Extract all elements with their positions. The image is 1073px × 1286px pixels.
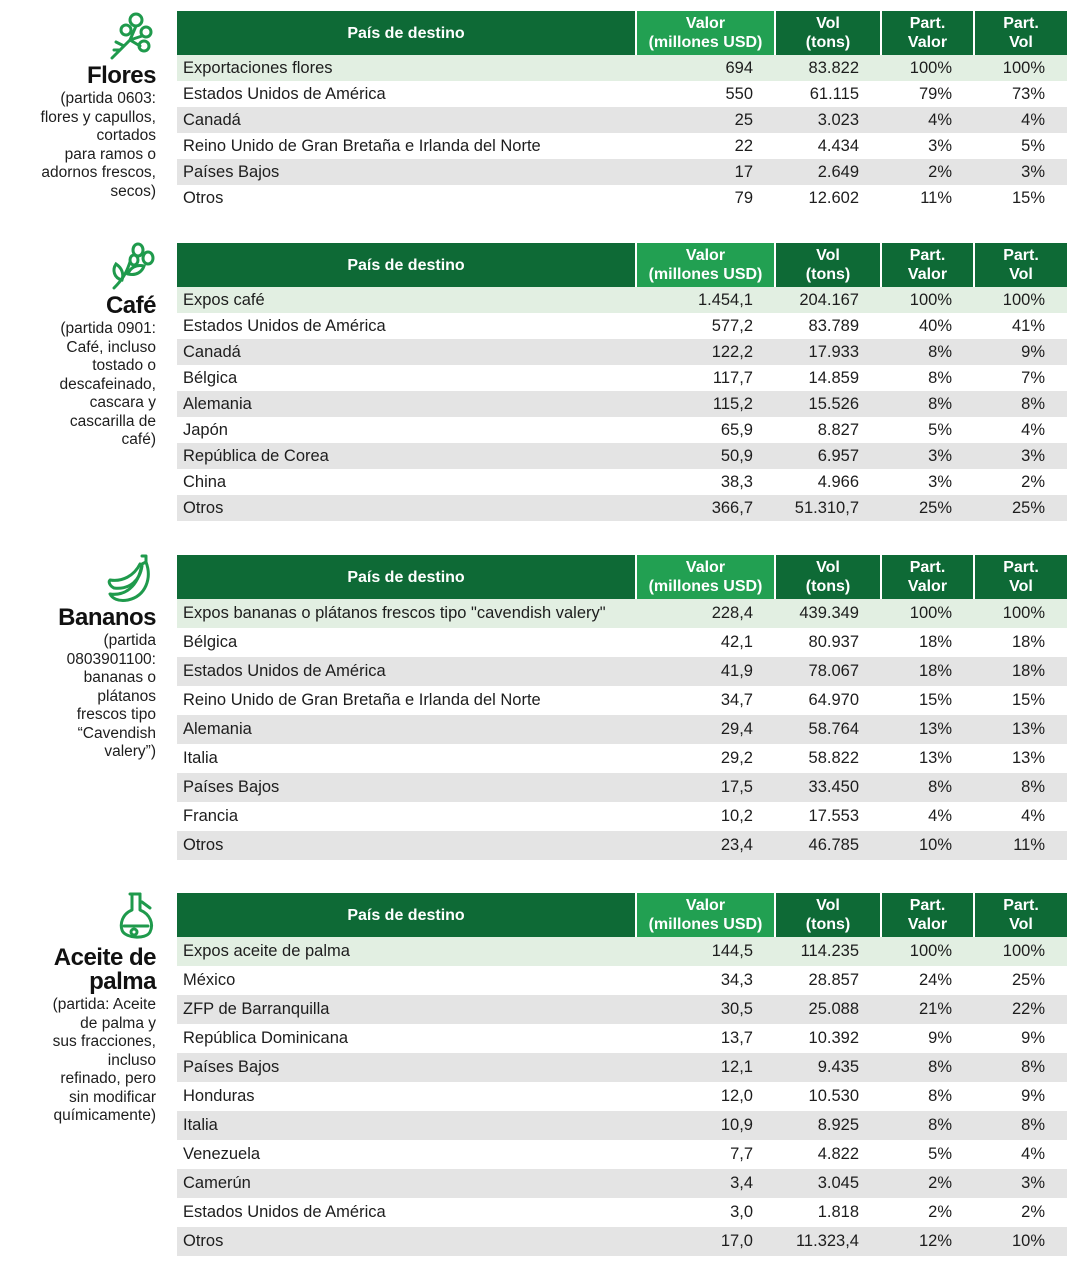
cell-part-valor: 13% bbox=[881, 715, 974, 744]
table-row bbox=[177, 313, 1067, 339]
cell-valor: 122,2 bbox=[636, 339, 775, 365]
cell-part-valor: 3% bbox=[881, 133, 974, 159]
cell-part-valor: 8% bbox=[881, 1082, 974, 1111]
cell-part-valor: 25% bbox=[881, 495, 974, 521]
header-part-valor: Part. Valor bbox=[881, 893, 974, 937]
cell-pais: Estados Unidos de América bbox=[177, 81, 636, 107]
cell-part-valor: 8% bbox=[881, 1111, 974, 1140]
flowers-icon bbox=[106, 8, 156, 62]
cell-pais: Expos café bbox=[177, 287, 636, 313]
cell-part-vol: 13% bbox=[974, 715, 1067, 744]
cell-valor: 228,4 bbox=[636, 599, 775, 628]
cell-pais: Alemania bbox=[177, 391, 636, 417]
cell-vol: 17.553 bbox=[775, 802, 881, 831]
cell-vol: 80.937 bbox=[775, 628, 881, 657]
table-row bbox=[177, 966, 1067, 995]
cell-pais: Estados Unidos de América bbox=[177, 657, 636, 686]
cell-vol: 33.450 bbox=[775, 773, 881, 802]
table-total-row bbox=[177, 287, 1067, 313]
table-row bbox=[177, 1169, 1067, 1198]
cell-part-valor: 3% bbox=[881, 469, 974, 495]
cell-vol: 78.067 bbox=[775, 657, 881, 686]
cell-pais: República Dominicana bbox=[177, 1024, 636, 1053]
table-total-row bbox=[177, 599, 1067, 628]
table-row bbox=[177, 657, 1067, 686]
cell-vol: 58.822 bbox=[775, 744, 881, 773]
section-description: (partida 0803901100: bananas o plátanos frescos tipo “Cavendish valery”) bbox=[66, 632, 156, 760]
header-valor: Valor (millones USD) bbox=[636, 11, 775, 55]
header-pais: País de destino bbox=[177, 243, 636, 287]
cell-part-valor: 4% bbox=[881, 802, 974, 831]
table-row bbox=[177, 715, 1067, 744]
coffee-branch-icon bbox=[108, 240, 156, 292]
header-pais: País de destino bbox=[177, 555, 636, 599]
cell-valor: 366,7 bbox=[636, 495, 775, 521]
cell-vol: 51.310,7 bbox=[775, 495, 881, 521]
cell-part-valor: 13% bbox=[881, 744, 974, 773]
table-row bbox=[177, 744, 1067, 773]
cell-vol: 3.045 bbox=[775, 1169, 881, 1198]
cell-valor: 694 bbox=[636, 55, 775, 81]
cell-pais: Bélgica bbox=[177, 365, 636, 391]
header-vol: Vol (tons) bbox=[775, 893, 881, 937]
cell-pais: China bbox=[177, 469, 636, 495]
cell-part-vol: 25% bbox=[974, 966, 1067, 995]
cell-valor: 42,1 bbox=[636, 628, 775, 657]
cell-part-valor: 18% bbox=[881, 628, 974, 657]
cell-valor: 65,9 bbox=[636, 417, 775, 443]
table-row bbox=[177, 1053, 1067, 1082]
cell-part-valor: 11% bbox=[881, 185, 974, 211]
header-valor: Valor (millones USD) bbox=[636, 555, 775, 599]
table-row bbox=[177, 686, 1067, 715]
cell-vol: 46.785 bbox=[775, 831, 881, 860]
header-pais: País de destino bbox=[177, 893, 636, 937]
cell-pais: México bbox=[177, 966, 636, 995]
cell-part-vol: 8% bbox=[974, 1053, 1067, 1082]
cell-vol: 83.822 bbox=[775, 55, 881, 81]
cell-valor: 577,2 bbox=[636, 313, 775, 339]
table-row bbox=[177, 417, 1067, 443]
cell-part-vol: 2% bbox=[974, 1198, 1067, 1227]
cell-pais: Camerún bbox=[177, 1169, 636, 1198]
header-part-vol: Part. Vol bbox=[974, 555, 1067, 599]
cell-vol: 83.789 bbox=[775, 313, 881, 339]
cell-part-vol: 7% bbox=[974, 365, 1067, 391]
cell-pais: Otros bbox=[177, 185, 636, 211]
cell-vol: 28.857 bbox=[775, 966, 881, 995]
cell-part-vol: 8% bbox=[974, 773, 1067, 802]
table-row bbox=[177, 773, 1067, 802]
cell-part-vol: 18% bbox=[974, 628, 1067, 657]
cell-part-valor: 15% bbox=[881, 686, 974, 715]
cell-part-vol: 22% bbox=[974, 995, 1067, 1024]
cell-vol: 25.088 bbox=[775, 995, 881, 1024]
table-row bbox=[177, 495, 1067, 521]
cell-part-valor: 8% bbox=[881, 773, 974, 802]
table-header-row bbox=[177, 893, 1067, 937]
cell-pais: Honduras bbox=[177, 1082, 636, 1111]
cell-part-vol: 100% bbox=[974, 937, 1067, 966]
header-valor: Valor (millones USD) bbox=[636, 893, 775, 937]
cell-valor: 1.454,1 bbox=[636, 287, 775, 313]
cell-part-vol: 11% bbox=[974, 831, 1067, 860]
aceite-sidebar bbox=[0, 890, 156, 1126]
cell-vol: 439.349 bbox=[775, 599, 881, 628]
cell-valor: 17 bbox=[636, 159, 775, 185]
cell-part-valor: 40% bbox=[881, 313, 974, 339]
cafe-sidebar bbox=[0, 240, 156, 450]
cell-pais: Italia bbox=[177, 1111, 636, 1140]
cell-vol: 4.434 bbox=[775, 133, 881, 159]
header-part-valor: Part. Valor bbox=[881, 11, 974, 55]
flores-table bbox=[177, 11, 1067, 211]
cell-vol: 61.115 bbox=[775, 81, 881, 107]
cell-valor: 3,4 bbox=[636, 1169, 775, 1198]
cell-pais: Otros bbox=[177, 495, 636, 521]
table-total-row bbox=[177, 937, 1067, 966]
oil-flask-icon bbox=[116, 890, 156, 944]
cell-part-vol: 9% bbox=[974, 1082, 1067, 1111]
header-pais: País de destino bbox=[177, 11, 636, 55]
cell-pais: Expos bananas o plátanos frescos tipo "cavendish valery" bbox=[177, 599, 636, 628]
cell-pais: Venezuela bbox=[177, 1140, 636, 1169]
cell-part-vol: 3% bbox=[974, 443, 1067, 469]
cell-part-vol: 100% bbox=[974, 287, 1067, 313]
cell-pais: Expos aceite de palma bbox=[177, 937, 636, 966]
cell-part-vol: 10% bbox=[974, 1227, 1067, 1256]
cell-part-valor: 8% bbox=[881, 339, 974, 365]
table-row bbox=[177, 628, 1067, 657]
cell-pais: Bélgica bbox=[177, 628, 636, 657]
cell-vol: 8.925 bbox=[775, 1111, 881, 1140]
cell-valor: 10,9 bbox=[636, 1111, 775, 1140]
cell-part-valor: 8% bbox=[881, 365, 974, 391]
cell-part-valor: 8% bbox=[881, 1053, 974, 1082]
cell-pais: Canadá bbox=[177, 339, 636, 365]
table-row bbox=[177, 159, 1067, 185]
table-row bbox=[177, 339, 1067, 365]
cell-pais: Italia bbox=[177, 744, 636, 773]
cell-valor: 25 bbox=[636, 107, 775, 133]
cell-part-valor: 2% bbox=[881, 159, 974, 185]
cell-vol: 4.966 bbox=[775, 469, 881, 495]
cell-valor: 17,0 bbox=[636, 1227, 775, 1256]
cell-part-vol: 4% bbox=[974, 1140, 1067, 1169]
bananos-sidebar bbox=[0, 552, 156, 762]
cell-part-valor: 12% bbox=[881, 1227, 974, 1256]
cell-part-vol: 25% bbox=[974, 495, 1067, 521]
cell-part-vol: 9% bbox=[974, 339, 1067, 365]
table-row bbox=[177, 469, 1067, 495]
table-header-row bbox=[177, 243, 1067, 287]
aceite-table bbox=[177, 893, 1067, 1256]
header-vol: Vol (tons) bbox=[775, 11, 881, 55]
cell-vol: 6.957 bbox=[775, 443, 881, 469]
cell-part-vol: 8% bbox=[974, 391, 1067, 417]
cell-vol: 14.859 bbox=[775, 365, 881, 391]
cell-valor: 79 bbox=[636, 185, 775, 211]
cell-part-vol: 5% bbox=[974, 133, 1067, 159]
cell-part-vol: 15% bbox=[974, 686, 1067, 715]
cell-part-valor: 100% bbox=[881, 287, 974, 313]
cell-pais: Alemania bbox=[177, 715, 636, 744]
cell-valor: 7,7 bbox=[636, 1140, 775, 1169]
cell-part-vol: 4% bbox=[974, 802, 1067, 831]
cell-part-valor: 18% bbox=[881, 657, 974, 686]
section-title: Aceite de palma bbox=[53, 944, 156, 995]
table-row bbox=[177, 802, 1067, 831]
section-title: Café bbox=[105, 292, 156, 319]
cell-pais: Reino Unido de Gran Bretaña e Irlanda del Norte bbox=[177, 133, 636, 159]
cell-pais: Estados Unidos de América bbox=[177, 1198, 636, 1227]
cell-valor: 50,9 bbox=[636, 443, 775, 469]
cell-part-vol: 18% bbox=[974, 657, 1067, 686]
table-row bbox=[177, 1227, 1067, 1256]
header-part-valor: Part. Valor bbox=[881, 555, 974, 599]
header-part-vol: Part. Vol bbox=[974, 893, 1067, 937]
cell-part-valor: 10% bbox=[881, 831, 974, 860]
cell-pais: Países Bajos bbox=[177, 159, 636, 185]
cell-part-vol: 73% bbox=[974, 81, 1067, 107]
section-description: (partida: Aceite de palma y sus fracciones, incluso refinado, pero sin modificar químicamente) bbox=[52, 996, 156, 1124]
cell-vol: 12.602 bbox=[775, 185, 881, 211]
cell-vol: 4.822 bbox=[775, 1140, 881, 1169]
section-description: (partida 0901: Café, incluso tostado o descafeinado, cascara y cascarilla de café) bbox=[59, 320, 156, 448]
cell-part-valor: 100% bbox=[881, 599, 974, 628]
cell-part-vol: 41% bbox=[974, 313, 1067, 339]
cell-pais: Reino Unido de Gran Bretaña e Irlanda del Norte bbox=[177, 686, 636, 715]
cell-valor: 34,3 bbox=[636, 966, 775, 995]
cell-part-valor: 24% bbox=[881, 966, 974, 995]
table-header-row bbox=[177, 555, 1067, 599]
table-row bbox=[177, 1140, 1067, 1169]
cell-part-valor: 100% bbox=[881, 55, 974, 81]
header-part-vol: Part. Vol bbox=[974, 11, 1067, 55]
section-title: Bananos bbox=[58, 604, 156, 631]
cell-valor: 117,7 bbox=[636, 365, 775, 391]
cell-part-valor: 2% bbox=[881, 1169, 974, 1198]
table-row bbox=[177, 1082, 1067, 1111]
cell-part-valor: 3% bbox=[881, 443, 974, 469]
cell-part-vol: 15% bbox=[974, 185, 1067, 211]
table-row bbox=[177, 133, 1067, 159]
cell-part-valor: 100% bbox=[881, 937, 974, 966]
table-row bbox=[177, 107, 1067, 133]
cell-part-vol: 4% bbox=[974, 417, 1067, 443]
cell-vol: 114.235 bbox=[775, 937, 881, 966]
table-row bbox=[177, 185, 1067, 211]
header-part-valor: Part. Valor bbox=[881, 243, 974, 287]
table-row bbox=[177, 365, 1067, 391]
cell-vol: 8.827 bbox=[775, 417, 881, 443]
cell-part-valor: 5% bbox=[881, 1140, 974, 1169]
cell-part-vol: 3% bbox=[974, 1169, 1067, 1198]
header-vol: Vol (tons) bbox=[775, 243, 881, 287]
cell-vol: 9.435 bbox=[775, 1053, 881, 1082]
cell-valor: 17,5 bbox=[636, 773, 775, 802]
cell-valor: 41,9 bbox=[636, 657, 775, 686]
cell-pais: Otros bbox=[177, 1227, 636, 1256]
cell-valor: 12,0 bbox=[636, 1082, 775, 1111]
cell-valor: 34,7 bbox=[636, 686, 775, 715]
header-valor: Valor (millones USD) bbox=[636, 243, 775, 287]
table-row bbox=[177, 443, 1067, 469]
cell-pais: Canadá bbox=[177, 107, 636, 133]
cell-part-valor: 2% bbox=[881, 1198, 974, 1227]
cell-vol: 1.818 bbox=[775, 1198, 881, 1227]
cell-pais: República de Corea bbox=[177, 443, 636, 469]
cell-pais: Países Bajos bbox=[177, 773, 636, 802]
cell-part-valor: 9% bbox=[881, 1024, 974, 1053]
cell-pais: Estados Unidos de América bbox=[177, 313, 636, 339]
cell-valor: 144,5 bbox=[636, 937, 775, 966]
cell-pais: Exportaciones flores bbox=[177, 55, 636, 81]
table-row bbox=[177, 1198, 1067, 1227]
section-title: Flores bbox=[86, 62, 156, 89]
cell-pais: ZFP de Barranquilla bbox=[177, 995, 636, 1024]
table-row bbox=[177, 831, 1067, 860]
cell-vol: 2.649 bbox=[775, 159, 881, 185]
cell-pais: Japón bbox=[177, 417, 636, 443]
cell-valor: 30,5 bbox=[636, 995, 775, 1024]
cell-valor: 550 bbox=[636, 81, 775, 107]
cell-part-vol: 4% bbox=[974, 107, 1067, 133]
table-row bbox=[177, 81, 1067, 107]
table-header-row bbox=[177, 11, 1067, 55]
cell-valor: 13,7 bbox=[636, 1024, 775, 1053]
cell-part-valor: 21% bbox=[881, 995, 974, 1024]
cell-part-vol: 100% bbox=[974, 55, 1067, 81]
cell-vol: 11.323,4 bbox=[775, 1227, 881, 1256]
cell-part-vol: 100% bbox=[974, 599, 1067, 628]
cell-part-valor: 5% bbox=[881, 417, 974, 443]
cell-part-vol: 13% bbox=[974, 744, 1067, 773]
cell-vol: 10.392 bbox=[775, 1024, 881, 1053]
cell-part-vol: 2% bbox=[974, 469, 1067, 495]
cell-valor: 12,1 bbox=[636, 1053, 775, 1082]
cell-part-valor: 79% bbox=[881, 81, 974, 107]
cell-valor: 29,4 bbox=[636, 715, 775, 744]
table-row bbox=[177, 1024, 1067, 1053]
cell-vol: 204.167 bbox=[775, 287, 881, 313]
cell-part-valor: 4% bbox=[881, 107, 974, 133]
cell-vol: 58.764 bbox=[775, 715, 881, 744]
cell-valor: 115,2 bbox=[636, 391, 775, 417]
flores-sidebar bbox=[0, 8, 156, 201]
header-vol: Vol (tons) bbox=[775, 555, 881, 599]
cafe-table bbox=[177, 243, 1067, 521]
cell-valor: 10,2 bbox=[636, 802, 775, 831]
cell-vol: 15.526 bbox=[775, 391, 881, 417]
cell-part-vol: 8% bbox=[974, 1111, 1067, 1140]
cell-valor: 23,4 bbox=[636, 831, 775, 860]
cell-valor: 29,2 bbox=[636, 744, 775, 773]
table-total-row bbox=[177, 55, 1067, 81]
cell-part-vol: 3% bbox=[974, 159, 1067, 185]
header-part-vol: Part. Vol bbox=[974, 243, 1067, 287]
cell-vol: 10.530 bbox=[775, 1082, 881, 1111]
bananas-icon bbox=[106, 552, 156, 604]
cell-pais: Francia bbox=[177, 802, 636, 831]
cell-part-vol: 9% bbox=[974, 1024, 1067, 1053]
cell-pais: Otros bbox=[177, 831, 636, 860]
cell-vol: 3.023 bbox=[775, 107, 881, 133]
table-row bbox=[177, 995, 1067, 1024]
cell-vol: 64.970 bbox=[775, 686, 881, 715]
cell-valor: 38,3 bbox=[636, 469, 775, 495]
cell-vol: 17.933 bbox=[775, 339, 881, 365]
cell-part-valor: 8% bbox=[881, 391, 974, 417]
cell-valor: 22 bbox=[636, 133, 775, 159]
cell-pais: Países Bajos bbox=[177, 1053, 636, 1082]
section-description: (partida 0603: flores y capullos, cortados para ramos o adornos frescos, secos) bbox=[40, 90, 156, 200]
table-row bbox=[177, 391, 1067, 417]
cell-valor: 3,0 bbox=[636, 1198, 775, 1227]
table-row bbox=[177, 1111, 1067, 1140]
bananos-table bbox=[177, 555, 1067, 860]
